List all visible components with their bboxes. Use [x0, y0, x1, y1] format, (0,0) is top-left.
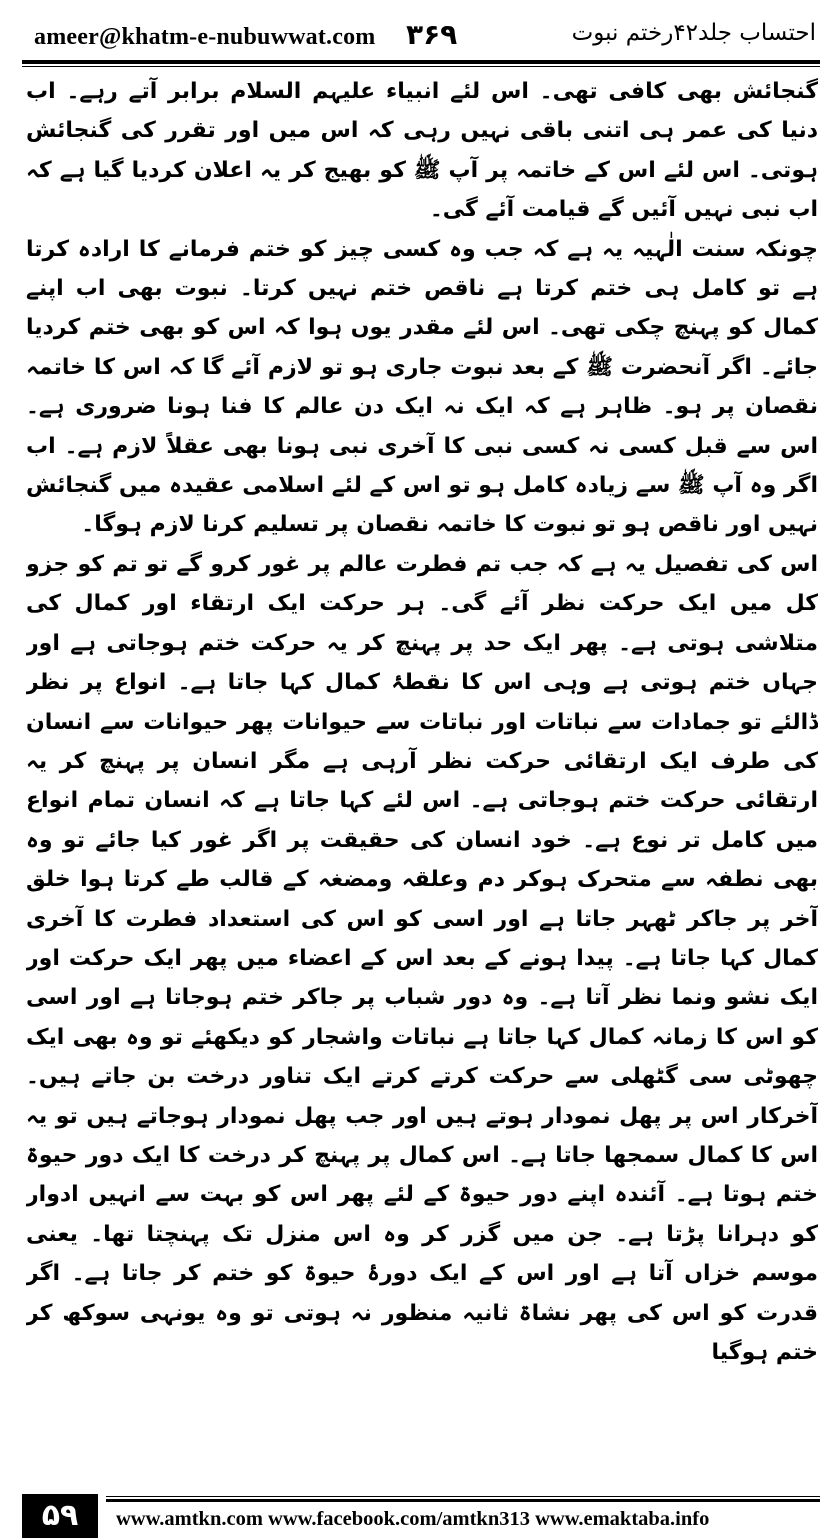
footer-rule-thin [106, 1496, 820, 1497]
paragraph-2: چونکہ سنت الٰہیہ یہ ہے کہ جب وہ کسی چیز کو ختم فرمانے کا ارادہ کرتا ہے تو کامل ہی ختم کرتا ہے ناقص ختم نہیں کرتا۔ نبوت بھی اب اپنے کمال کو پہنچ چکی تھی۔ اس لئے مقدر یوں ہوا کہ اس کو بھی ختم کردیا جائے۔ اگر آنحضرت ﷺ کے بعد نبوت جاری ہو تو لازم آئے گا کہ اس کا خاتمہ نقصان پر ہو۔ ظاہر ہے کہ ایک نہ ایک دن عالم کا فنا ہونا ضروری ہے۔ اس سے قبل کسی نہ کسی نبی کا آخری نبی ہونا بھی عقلاً لازم ہے۔ اب اگر وہ آپ ﷺ سے زیادہ کامل ہو تو اس کے لئے اسلامی عقیدہ میں گنجائش نہیں اور ناقص ہو تو نبوت کا خاتمہ نقصان پر تسلیم کرنا لازم ہوگا۔ [26, 236, 818, 538]
header-rule-thin [22, 66, 820, 67]
footer-rule [106, 1499, 820, 1502]
paragraph-3: اس کی تفصیل یہ ہے کہ جب تم فطرت عالم پر غور کرو گے تو تم کو جزو کل میں ایک حرکت نظر آئے گی۔ ہر حرکت ایک ارتقاء اور کمال کی متلاشی ہوتی ہے۔ پھر ایک حد پر پہنچ کر یہ حرکت ختم ہوجاتی ہے اور جہاں ختم ہوتی ہے وہی اس کا نقطۂ کمال کہا جاتا ہے۔ انواع پر نظر ڈالئے تو جمادات سے نباتات اور نباتات سے حیوانات پھر حیوانات سے انسان کی طرف ایک ارتقائی حرکت نظر آرہی ہے مگر انسان پر پہنچ کر یہ ارتقائی حرکت ختم ہوجاتی ہے۔ اس لئے کہا جاتا ہے کہ انسان تمام انواع میں کامل تر نوع ہے۔ خود انسان کی حقیقت پر اگر غور کیا جائے تو وہ بھی نطفہ سے متحرک ہوکر دم وعلقہ ومضغہ کے قالب طے کرتا ہوا خلق آخر پر جاکر ٹھہر جاتا ہے اور اسی کو اس کی استعداد فطرت کا آخری کمال کہا جاتا ہے۔ پیدا ہونے کے بعد اس کے اعضاء میں پھر ایک حرکت اور ایک نشو ونما نظر آتا ہے۔ وہ دور شباب پر جاکر ختم ہوجاتا ہے اور اسی کو اس کا زمانہ کمال کہا جاتا ہے نباتات واشجار کو دیکھئے تو وہ بھی ایک چھوٹی سی گٹھلی سے حرکت کرتے کرتے ایک تناور درخت بن جاتے ہیں۔ آخرکار اس پر پھل نمودار ہوتے ہیں اور جب پھل نمودار ہوجاتے ہیں تو یہ اس کا کمال سمجھا جاتا ہے۔ اس کمال پر پہنچ کر درخت کا ایک دور حیوۃ ختم ہوتا ہے۔ آئندہ اپنے دور حیوۃ کے لئے پھر اس کو بہت سے انہیں ادوار کو دہرانا پڑتا ہے۔ جن میں گزر کر وہ اس منزل تک پہنچتا تھا۔ یعنی موسم خزاں آتا ہے اور اس کے ایک دورۂ حیوۃ کو ختم کر جاتا ہے۔ اگر قدرت کو اس کی پھر نشاۃ ثانیہ منظور نہ ہوتی تو وہ یونہی سوکھ کر ختم ہوگیا [26, 551, 818, 1365]
page-header [22, 14, 820, 58]
header-page-number: ۳۶۹ [406, 18, 458, 51]
body-text [26, 72, 818, 1492]
footer-website-links: www.amtkn.com www.facebook.com/amtkn313 www.emaktaba.info [116, 1508, 710, 1530]
header-email: ameer@khatm-e-nubuwwat.com [34, 24, 376, 50]
footer-page-number: ۵۹ [22, 1494, 98, 1538]
header-book-title: احتساب جلد۴۲رختم نبوت [571, 20, 816, 46]
page-footer [22, 1494, 820, 1540]
paragraph-1: گنجائش بھی کافی تھی۔ اس لئے انبیاء علیہم السلام برابر آتے رہے۔ اب دنیا کی عمر ہی اتنی باقی نہیں رہی کہ اس میں اور تقرر کی گنجائش ہوتی۔ اس لئے اس کے خاتمہ پر آپ ﷺ کو بھیج کر یہ اعلان کردیا گیا ہے کہ اب نبی نہیں آئیں گے قیامت آئے گی۔ [26, 79, 818, 223]
header-rule [22, 60, 820, 64]
